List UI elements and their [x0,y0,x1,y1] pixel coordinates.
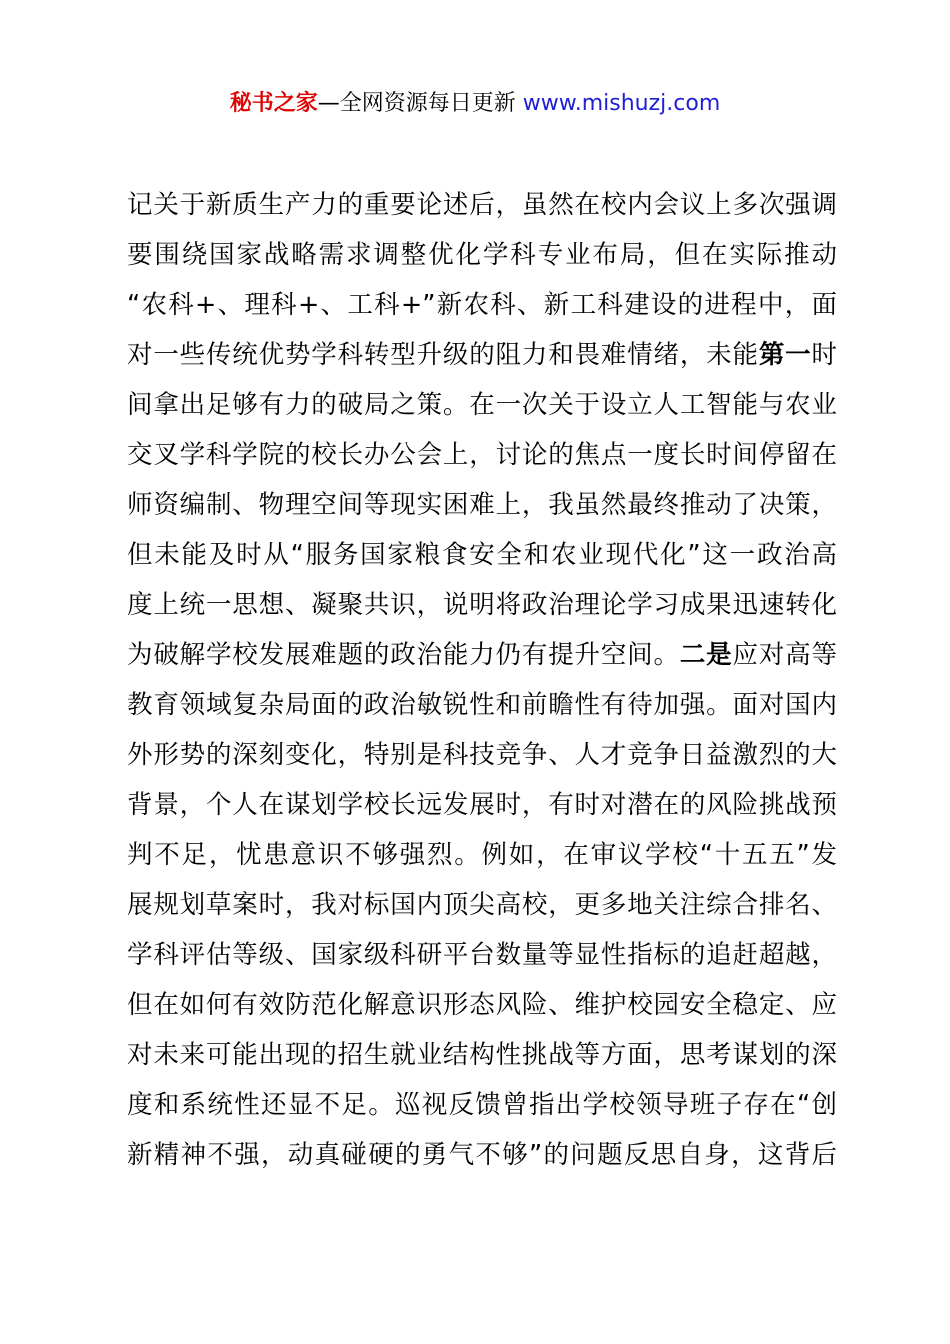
emphasis-second: 二是 [679,640,733,670]
body-line: 教育领域复杂局面的政治敏锐性和前瞻性有待加强。面对国内 [127,690,837,720]
page-header [0,88,950,120]
body-line [127,630,837,680]
body-line: 度和系统性还显不足。巡视反馈曾指出学校领导班子存在“创 [127,1090,837,1120]
body-line-text: 应对高等 [732,640,837,670]
body-line: 但未能及时从“服务国家粮食安全和农业现代化”这一政治高 [127,540,837,570]
body-line: 要围绕国家战略需求调整优化学科专业布局，但在实际推动 [127,240,837,270]
body-line: 交叉学科学院的校长办公会上，讨论的焦点一度长时间停留在 [127,440,837,470]
body-line: 对未来可能出现的招生就业结构性挑战等方面，思考谋划的深 [127,1040,837,1070]
body-line: 背景，个人在谋划学校长远发展时，有时对潜在的风险挑战预 [127,790,837,820]
body-line: 记关于新质生产力的重要论述后，虽然在校内会议上多次强调 [127,190,837,220]
body-line: 外形势的深刻变化，特别是科技竞争、人才竞争日益激烈的大 [127,740,837,770]
body-line: 间拿出足够有力的破局之策。在一次关于设立人工智能与农业 [127,390,837,420]
document-body [127,180,837,1180]
brand-name: 秘书之家 [229,91,318,116]
body-line-text: 对一些传统优势学科转型升级的阻力和畏难情绪，未能 [127,340,759,370]
body-line: 但在如何有效防范化解意识形态风险、维护校园安全稳定、应 [127,990,837,1020]
body-line: 师资编制、物理空间等现实困难上，我虽然最终推动了决策， [127,490,837,520]
emphasis-first: 第一 [758,340,812,370]
body-line: 新精神不强，动真碰硬的勇气不够”的问题反思自身，这背后 [127,1140,837,1170]
body-line: 判不足，忧患意识不够强烈。例如，在审议学校“十五五”发 [127,840,837,870]
body-line: “农科+、理科+、工科+”新农科、新工科建设的进程中，面 [127,290,837,320]
body-line: 度上统一思想、凝聚共识，说明将政治理论学习成果迅速转化 [127,590,837,620]
body-line-text: 时 [811,340,837,370]
body-line: 展规划草案时，我对标国内顶尖高校，更多地关注综合排名、 [127,890,837,920]
body-line: 学科评估等级、国家级科研平台数量等显性指标的追赶超越， [127,940,837,970]
header-slogan: —全网资源每日更新 [317,91,523,116]
body-line [127,330,837,380]
body-line-text: 为破解学校发展难题的政治能力仍有提升空间。 [127,640,680,670]
header-url-link[interactable]: www.mishuzj.com [522,91,721,116]
